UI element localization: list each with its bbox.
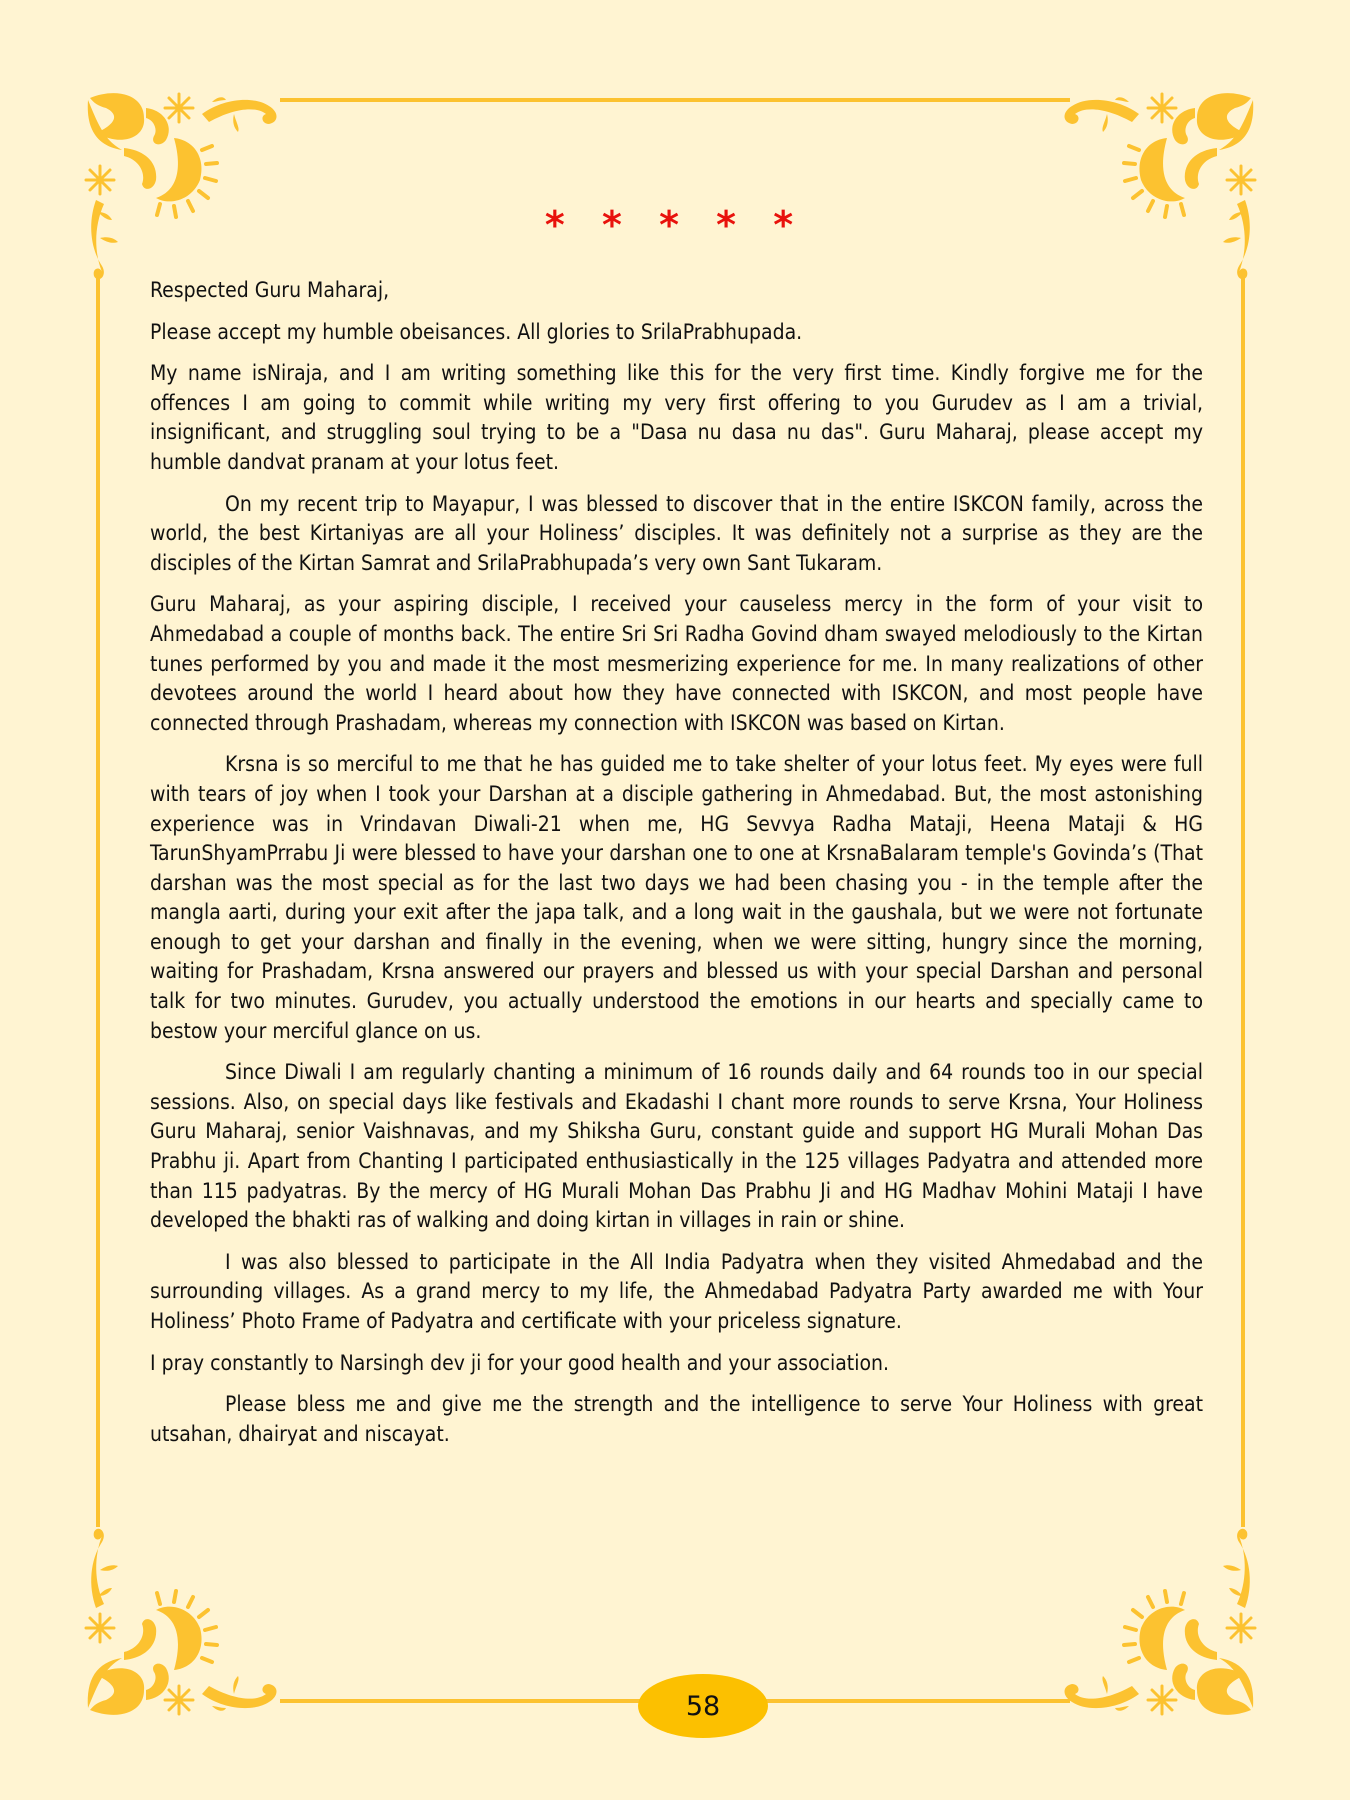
- letter-paragraph: I pray constantly to Narsingh dev ji for your good health and your association.: [150, 1350, 889, 1375]
- star-separator: * * * * *: [544, 203, 806, 247]
- letter-paragraph: On my recent trip to Mayapur, I was blessed to discover that in the entire ISKCON family, across the world, the best Kirtaniyas are all your Holiness’ disciples. It was definitely not a surprise as they are the disciples of the Kirtan Samrat and SrilaPrabhupada’s very own Sant Tukaram.: [150, 491, 1203, 575]
- letter-paragraph: Since Diwali I am regularly chanting a minimum of 16 rounds daily and 64 rounds too in our special sessions. Also, on special days like festivals and Ekadashi I chant more rounds to serve Krsna, Your Holiness Guru Maharaj, senior Vaishnavas, and my Shiksha Guru, constant guide and support HG Murali Mohan Das Prabhu ji. Apart from Chanting I participated enthusiastically in the 125 villages Padyatra and attended more than 115 padyatras. By the mercy of HG Murali Mohan Das Prabhu Ji and HG Madhav Mohini Mataji I have developed the bhakti ras of walking and doing kirtan in villages in rain or shine.: [150, 1060, 1203, 1233]
- frame-top-line: [280, 98, 1070, 102]
- letter-paragraph: I was also blessed to participate in the All India Padyatra when they visited Ahmedabad and the surrounding villages. As a grand mercy to my life, the Ahmedabad Padyatra Party awarded me with Your Holiness’ Photo Frame of Padyatra and certificate with your priceless signature.: [150, 1249, 1203, 1333]
- letter-paragraph: Guru Maharaj, as your aspiring disciple, I received your causeless mercy in the form of your visit to Ahmedabad a couple of months back. The entire Sri Sri Radha Govind dham swayed melodiously to the Kirtan tunes performed by you and made it the most mesmerizing experience for me. In many realizations of other devotees around the world I heard about how they have connected with ISKCON, and most people have connected through Prashadam, whereas my connection with ISKCON was based on Kirtan.: [150, 592, 1203, 735]
- salutation: Respected Guru Maharaj,: [150, 278, 390, 302]
- corner-ornament-bottom-left: [84, 1510, 284, 1720]
- letter-paragraph: Krsna is so merciful to me that he has guided me to take shelter of your lotus feet. My eyes were full with tears of joy when I took your Darshan at a disciple gathering in Ahmedabad. But, the most astonishing experience was in Vrindavan Diwali-21 when me, HG Sevvya Radha Mataji, Heena Mataji & HG TarunShyamPrrabu Ji were blessed to have your darshan one to one at KrsnaBalaram temple's Govinda’s (That darshan was the most special as for the last two days we had been chasing you - in the temple after the mangla aarti, during your exit after the japa talk, and a long wait in the gaushala, but we were not fortunate enough to get your darshan and finally in the evening, when we were sitting, hungry since the morning, waiting for Prashadam, Krsna answered our prayers and blessed us with your special Darshan and personal talk for two minutes. Gurudev, you actually understood the emotions in our hearts and specially came to bestow your merciful glance on us.: [150, 752, 1203, 1043]
- letter-paragraph: Please accept my humble obeisances. All glories to SrilaPrabhupada.: [150, 319, 803, 344]
- frame-left-line: [96, 272, 100, 1527]
- frame-bottom-line-left: [280, 1699, 640, 1703]
- corner-ornament-top-right: [1057, 88, 1257, 298]
- corner-ornament-top-left: [84, 88, 284, 298]
- letter-paragraph: Please bless me and give me the strength and the intelligence to serve Your Holiness with great utsahan, dhairyat and niscayat.: [150, 1392, 1203, 1446]
- letter-body: [150, 276, 1203, 1461]
- letter-paragraphs: [150, 318, 1203, 1450]
- page-number: 58: [685, 1690, 721, 1722]
- frame-bottom-line-right: [766, 1699, 1070, 1703]
- letter-paragraph: My name isNiraja, and I am writing something like this for the very first time. Kindly forgive me for the offences I am going to commit while writing my very first offering to you Gurudev as I am a trivial, insignificant, and struggling soul trying to be a "Dasa nu dasa nu das". Guru Maharaj, please accept my humble dandvat pranam at your lotus feet.: [150, 361, 1203, 474]
- page-number-badge: [638, 1674, 768, 1738]
- frame-right-line: [1241, 272, 1245, 1527]
- corner-ornament-bottom-right: [1057, 1510, 1257, 1720]
